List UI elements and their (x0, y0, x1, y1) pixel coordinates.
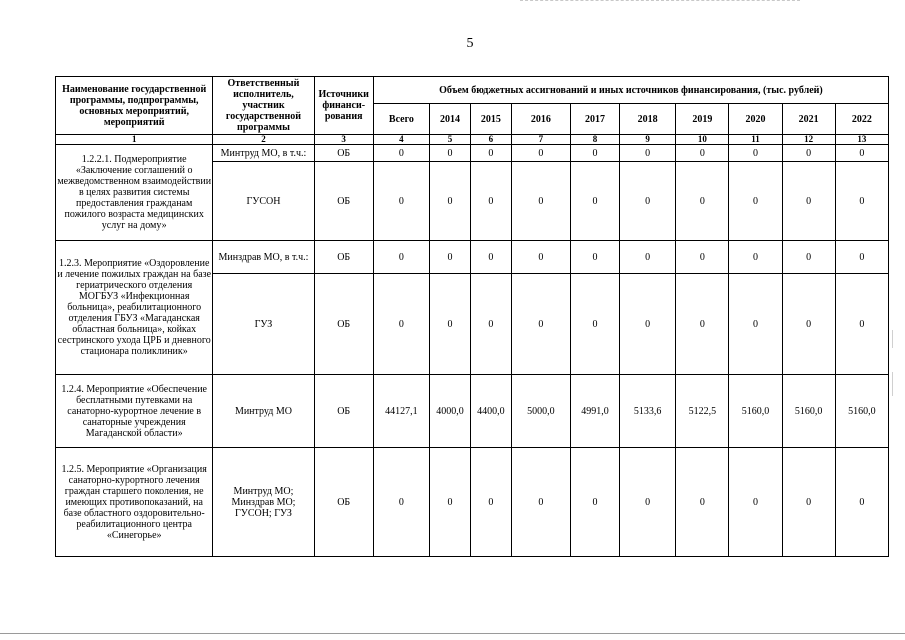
column-number: 2 (213, 135, 314, 145)
value-cell: 0 (571, 145, 620, 162)
measure-name: 1.2.4. Мероприятие «Обеспечение бесплатными путевками на санаторно-курортное лечение в санаторные учреждения Магаданской области» (56, 375, 213, 448)
value-cell: 0 (620, 448, 676, 557)
value-cell: 0 (620, 241, 676, 274)
executor-cell: Минтруд МО (213, 375, 314, 448)
header-year: 2014 (430, 104, 471, 135)
value-cell: 0 (782, 448, 835, 557)
value-cell: 0 (835, 145, 888, 162)
header-name: Наименование государственной программы, подпрограммы, основных мероприятий, мероприятий (56, 77, 213, 135)
value-cell: 0 (470, 241, 511, 274)
table-row (56, 375, 889, 448)
value-cell: 0 (729, 145, 782, 162)
column-number: 7 (511, 135, 570, 145)
column-number: 1 (56, 135, 213, 145)
source-cell: ОБ (314, 375, 373, 448)
value-cell: 0 (430, 145, 471, 162)
value-cell: 0 (729, 162, 782, 241)
value-cell: 0 (373, 448, 429, 557)
column-number: 4 (373, 135, 429, 145)
source-cell: ОБ (314, 145, 373, 162)
column-number: 6 (470, 135, 511, 145)
value-cell: 0 (729, 241, 782, 274)
executor-cell: ГУЗ (213, 274, 314, 375)
value-cell: 0 (373, 241, 429, 274)
source-cell: ОБ (314, 241, 373, 274)
value-cell: 0 (430, 274, 471, 375)
value-cell: 0 (782, 145, 835, 162)
scan-edge-mark (892, 330, 893, 348)
source-cell: ОБ (314, 274, 373, 375)
measure-name: 1.2.5. Мероприятие «Организация санаторно-курортного лечения граждан старшего поколения, не имеющих противопоказаний, на базе областного оздоровительно-реабилитационного центра «Синегорье» (56, 448, 213, 557)
budget-table (55, 76, 889, 557)
table-row (56, 145, 889, 162)
header-year: 2021 (782, 104, 835, 135)
source-cell: ОБ (314, 448, 373, 557)
value-cell: 44127,1 (373, 375, 429, 448)
value-cell: 0 (511, 274, 570, 375)
header-year: 2016 (511, 104, 570, 135)
value-cell: 5160,0 (729, 375, 782, 448)
value-cell: 0 (835, 274, 888, 375)
table-row (56, 241, 889, 274)
value-cell: 0 (373, 145, 429, 162)
value-cell: 0 (676, 162, 729, 241)
value-cell: 0 (676, 241, 729, 274)
header-volume: Объем бюджетных ассигнований и иных источников финансирования, (тыс. рублей) (373, 77, 888, 104)
value-cell: 5160,0 (835, 375, 888, 448)
executor-cell: Минтруд МО; Минздрав МО; ГУСОН; ГУЗ (213, 448, 314, 557)
column-number: 8 (571, 135, 620, 145)
executor-cell: Минтруд МО, в т.ч.: (213, 145, 314, 162)
measure-name: 1.2.2.1. Подмероприятие «Заключение соглашений о межведомственном взаимодействии в целях развития системы предоставления гражданам пожилого возраста медицинских услуг на дому» (56, 145, 213, 241)
measure-name: 1.2.3. Мероприятие «Оздоровление и лечение пожилых граждан на базе гериатрического отделения МОГБУЗ «Инфекционная больница», реабилитационного отделения ГБУЗ «Магаданская областная больница», койках сестринского ухода ЦРБ и дневного стационара поликлиник» (56, 241, 213, 375)
value-cell: 0 (729, 274, 782, 375)
value-cell: 0 (571, 162, 620, 241)
value-cell: 5133,6 (620, 375, 676, 448)
header-year: 2018 (620, 104, 676, 135)
header-year: 2022 (835, 104, 888, 135)
column-number: 10 (676, 135, 729, 145)
value-cell: 5122,5 (676, 375, 729, 448)
value-cell: 0 (511, 162, 570, 241)
value-cell: 0 (470, 145, 511, 162)
value-cell: 4400,0 (470, 375, 511, 448)
value-cell: 0 (835, 448, 888, 557)
column-number: 12 (782, 135, 835, 145)
value-cell: 0 (676, 274, 729, 375)
header-year: Всего (373, 104, 429, 135)
header-year: 2017 (571, 104, 620, 135)
header-sources: Источники финанси-рования (314, 77, 373, 135)
value-cell: 0 (782, 274, 835, 375)
value-cell: 0 (835, 241, 888, 274)
value-cell: 0 (676, 145, 729, 162)
column-number: 11 (729, 135, 782, 145)
value-cell: 0 (571, 448, 620, 557)
header-year: 2020 (729, 104, 782, 135)
column-number: 3 (314, 135, 373, 145)
value-cell: 0 (620, 274, 676, 375)
value-cell: 0 (835, 162, 888, 241)
value-cell: 5000,0 (511, 375, 570, 448)
value-cell: 0 (511, 241, 570, 274)
value-cell: 4000,0 (430, 375, 471, 448)
scan-bottom-rule (0, 633, 905, 634)
value-cell: 0 (373, 162, 429, 241)
value-cell: 0 (430, 448, 471, 557)
value-cell: 0 (470, 162, 511, 241)
value-cell: 0 (470, 274, 511, 375)
value-cell: 0 (373, 274, 429, 375)
value-cell: 4991,0 (571, 375, 620, 448)
value-cell: 0 (676, 448, 729, 557)
page-number: 5 (466, 36, 474, 51)
header-year: 2015 (470, 104, 511, 135)
header-executor: Ответственный исполнитель, участник государственной программы (213, 77, 314, 135)
source-cell: ОБ (314, 162, 373, 241)
scan-edge-mark (892, 372, 893, 396)
value-cell: 5160,0 (782, 375, 835, 448)
value-cell: 0 (729, 448, 782, 557)
value-cell: 0 (430, 241, 471, 274)
header-year: 2019 (676, 104, 729, 135)
value-cell: 0 (782, 162, 835, 241)
column-number: 13 (835, 135, 888, 145)
value-cell: 0 (620, 145, 676, 162)
value-cell: 0 (782, 241, 835, 274)
value-cell: 0 (620, 162, 676, 241)
value-cell: 0 (571, 274, 620, 375)
column-number: 5 (430, 135, 471, 145)
executor-cell: ГУСОН (213, 162, 314, 241)
value-cell: 0 (430, 162, 471, 241)
scan-top-rule (520, 0, 800, 1)
column-number: 9 (620, 135, 676, 145)
value-cell: 0 (571, 241, 620, 274)
value-cell: 0 (511, 448, 570, 557)
value-cell: 0 (470, 448, 511, 557)
executor-cell: Минздрав МО, в т.ч.: (213, 241, 314, 274)
value-cell: 0 (511, 145, 570, 162)
table-row (56, 448, 889, 557)
